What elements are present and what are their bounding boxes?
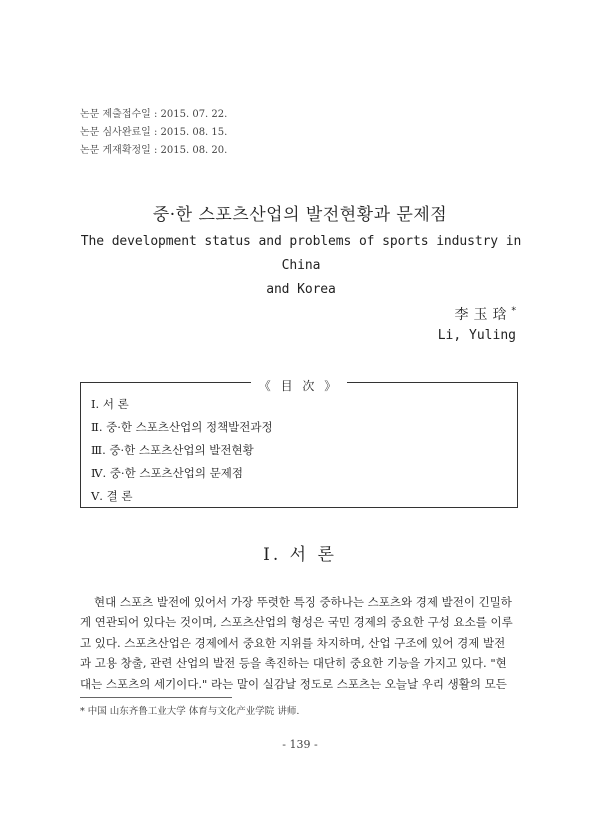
- body-line: 과 고용 창출, 관련 산업의 발전 등을 촉진하는 대단히 중요한 기능을 가지고 있다. "현: [80, 656, 507, 671]
- body-line: 고 있다. 스포츠산업은 경제에서 중요한 지위를 차지하며, 산업 구조에 있어 경제 발전: [80, 635, 506, 650]
- submission-date: 논문 제출접수일 : 2015. 07. 22.: [80, 109, 228, 120]
- footnote-divider: [80, 697, 232, 698]
- title-english: [70, 230, 532, 302]
- publication-date: 논문 게재확정일 : 2015. 08. 20.: [80, 145, 228, 156]
- submission-dates: [80, 106, 227, 160]
- review-date: 논문 심사완료일 : 2015. 08. 15.: [80, 127, 228, 138]
- body-line: 현대 스포츠 발전에 있어서 가장 뚜렷한 특징 중하나는 스포츠와 경제 발전이 긴밀하: [94, 595, 512, 609]
- toc-list: [91, 393, 273, 508]
- author-block: [438, 304, 516, 343]
- page-number: - 139 -: [282, 738, 318, 751]
- toc-item[interactable]: Ⅳ. 중·한 스포츠산업의 문제점: [91, 466, 243, 480]
- body-paragraph: [80, 592, 520, 694]
- title-english-line-1: The development status and problems of sports industry in China: [80, 234, 522, 273]
- body-line: 게 연관되어 있다는 것이며, 스포츠산업의 형성은 국민 경제의 중요한 구성 요소를 이루: [80, 615, 513, 630]
- toc-item[interactable]: Ⅲ. 중·한 스포츠산업의 발전현황: [91, 443, 254, 457]
- author-name-chinese: [438, 304, 516, 324]
- author-name-english: Li, Yuling: [437, 328, 516, 343]
- section-heading: Ⅰ. 서 론: [263, 545, 337, 565]
- toc-item[interactable]: Ⅴ. 결 론: [91, 489, 133, 503]
- table-of-contents: [80, 379, 518, 508]
- author-footnote-marker[interactable]: *: [511, 306, 516, 317]
- author-name-chinese-text: 李玉琀: [454, 307, 512, 323]
- toc-heading: [81, 375, 517, 394]
- toc-item[interactable]: Ⅱ. 중·한 스포츠산업의 정책발전과정: [91, 420, 273, 434]
- title-korean: 중·한 스포츠산업의 발전현황과 문제점: [152, 205, 448, 225]
- toc-heading-text: 《 目 次 》: [251, 379, 347, 393]
- toc-item[interactable]: Ⅰ. 서 론: [91, 397, 129, 411]
- author-footnote: * 中国 山东齐鲁工业大学 体育与文化产业学院 讲师.: [80, 706, 300, 717]
- title-english-line-2: and Korea: [266, 282, 336, 297]
- body-line: 대는 스포츠의 세기이다." 라는 말이 실감날 정도로 스포츠는 오늘날 우리 생활의 모든: [80, 676, 507, 691]
